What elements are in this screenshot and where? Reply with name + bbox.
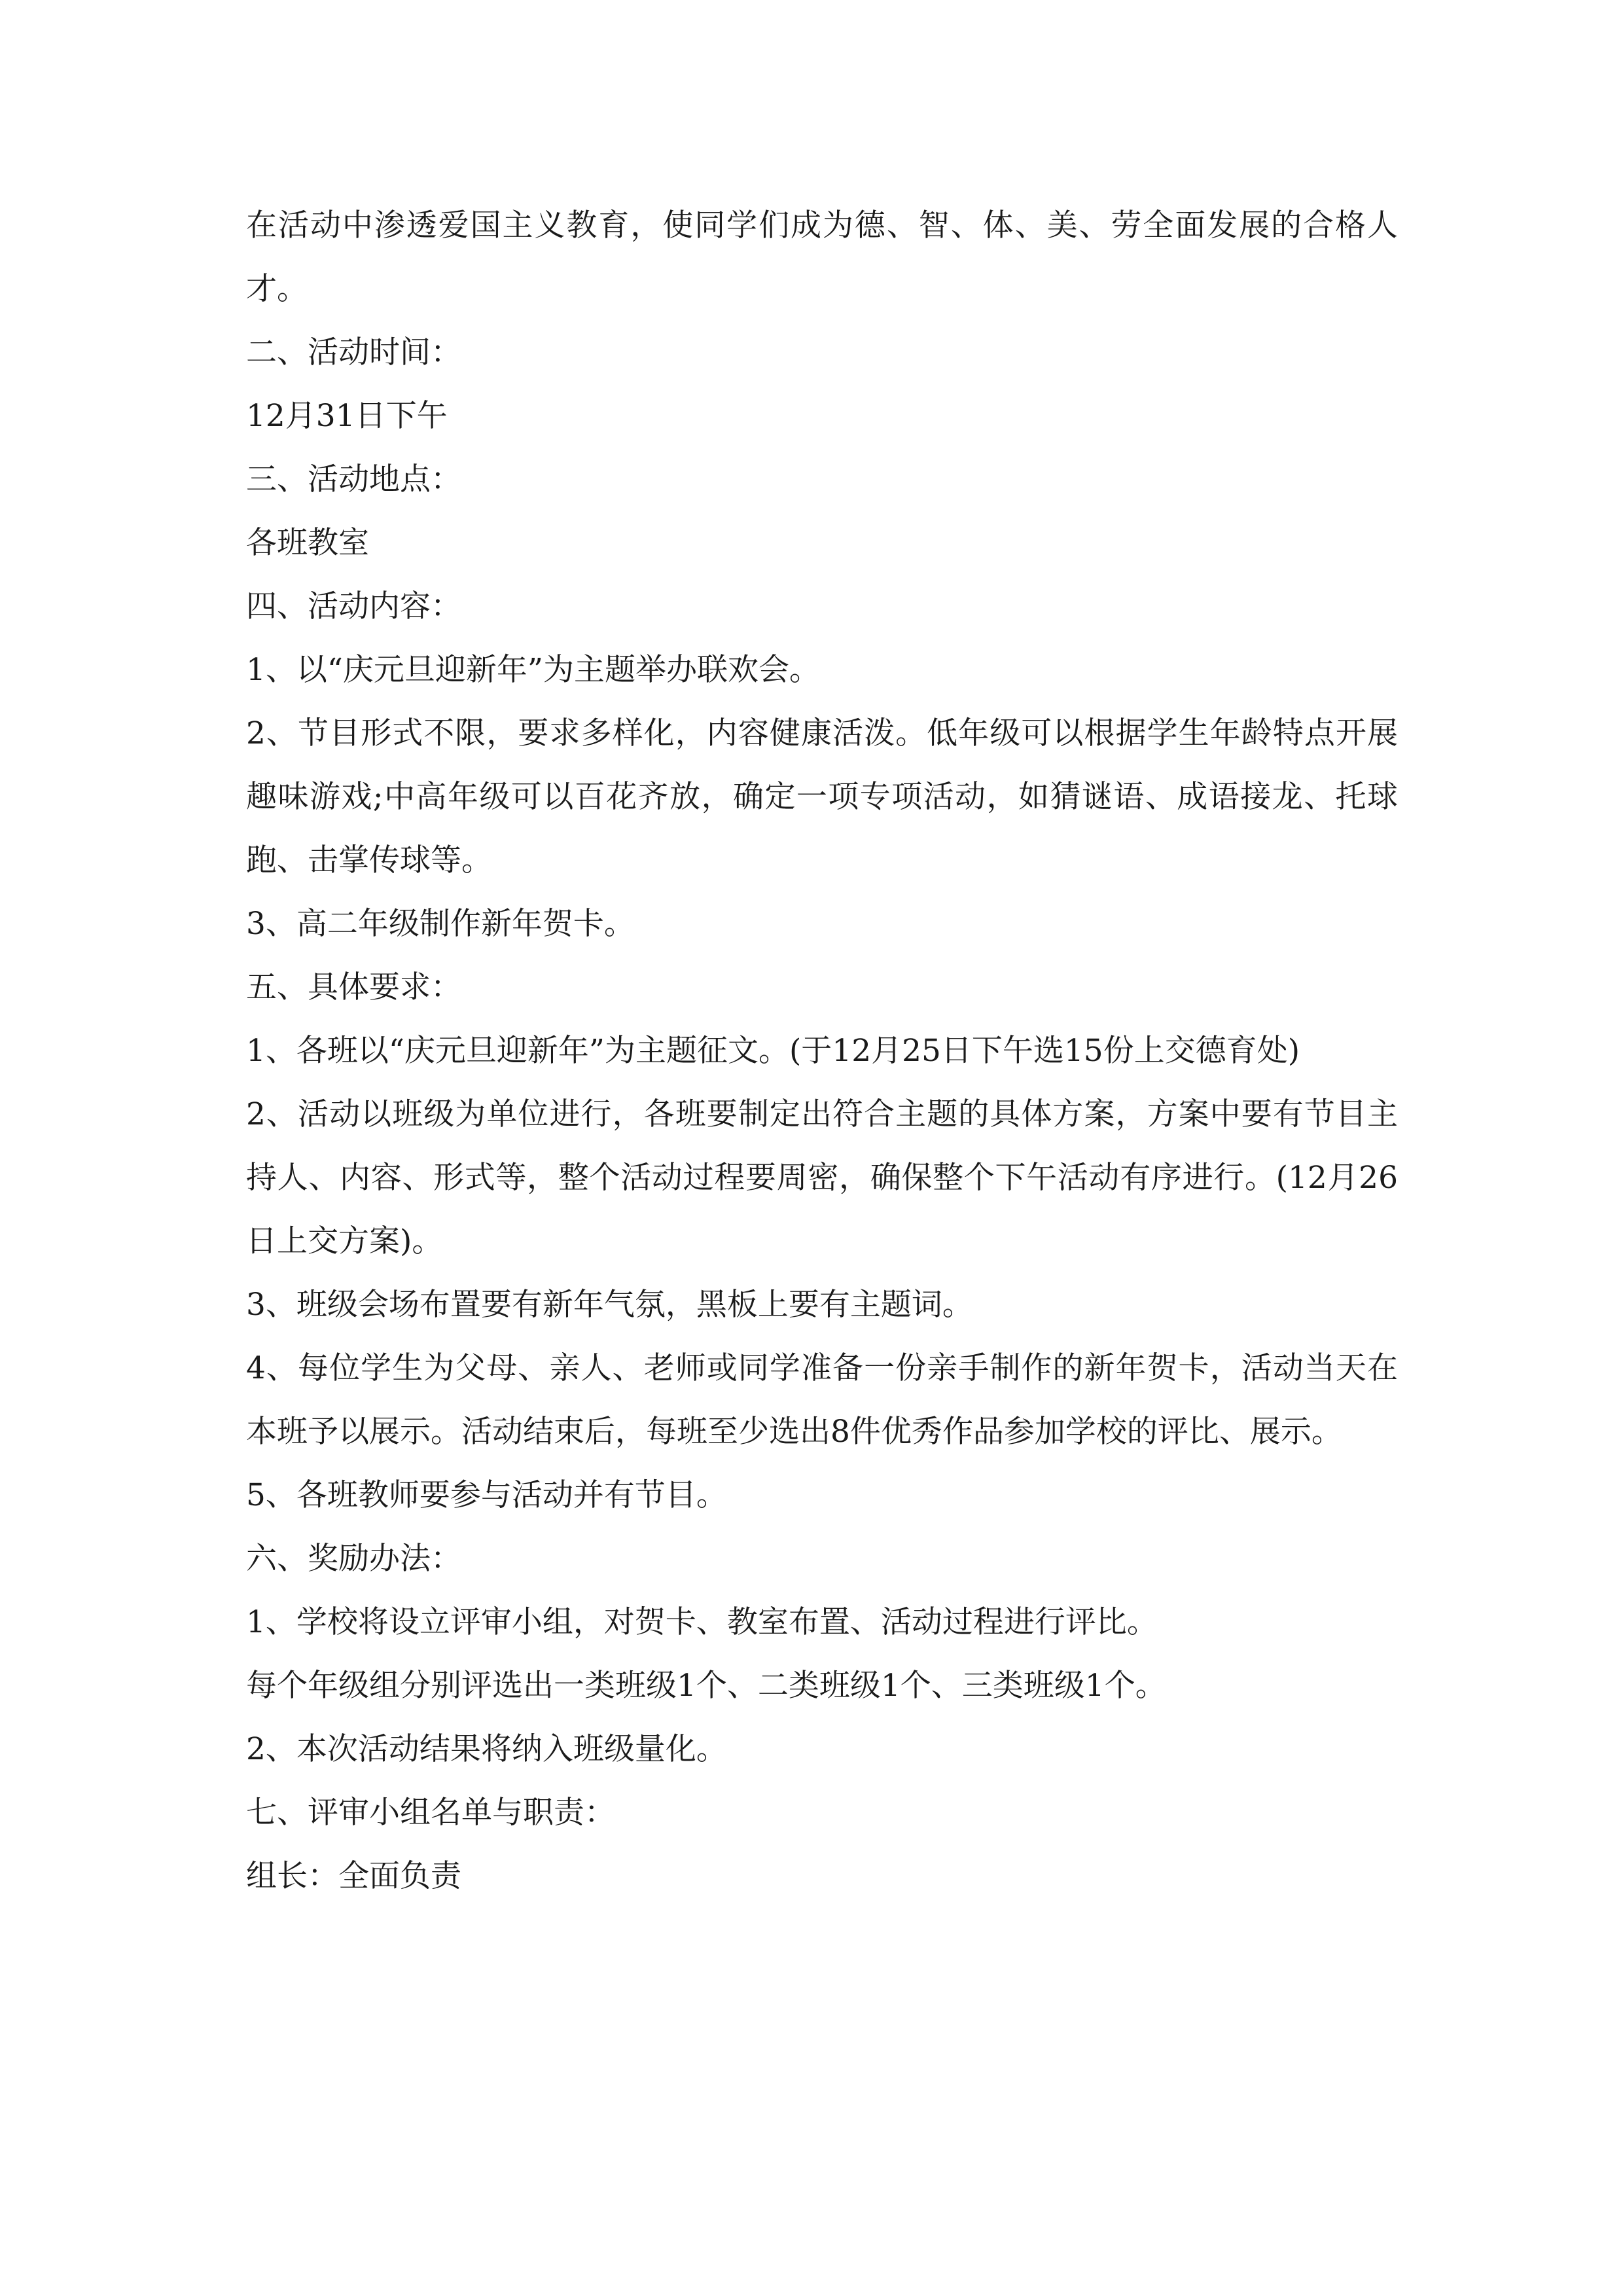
heading-rewards: 六、奖励办法： [246, 1541, 461, 1577]
heading-activity-content: 四、活动内容： [246, 588, 461, 624]
requirement-item-5: 5、各班教师要参与活动并有节目。 [246, 1477, 727, 1513]
paragraph-activity-time: 12月31日下午 [246, 398, 448, 434]
content-item-2: 2、节目形式不限，要求多样化，内容健康活泼。低年级可以根据学生年龄特点开展趣味游戏;中高年级可以百花齐放，确定一项专项活动，如猜谜语、成语接龙、托球跑、击掌传球等。 [246, 715, 1398, 878]
reward-item-1-detail: 每个年级组分别评选出一类班级1个、二类班级1个、三类班级1个。 [246, 1668, 1166, 1704]
document-body [246, 194, 1398, 1908]
requirement-item-3: 3、班级会场布置要有新年气氛，黑板上要有主题词。 [246, 1287, 973, 1323]
paragraph-intro-continuation: 在活动中渗透爱国主义教育，使同学们成为德、智、体、美、劳全面发展的合格人才。 [246, 207, 1398, 307]
requirement-item-4: 4、每位学生为父母、亲人、老师或同学准备一份亲手制作的新年贺卡，活动当天在本班予以展示。活动结束后，每班至少选出8件优秀作品参加学校的评比、展示。 [246, 1350, 1398, 1450]
heading-requirements: 五、具体要求： [246, 969, 461, 1005]
heading-activity-location: 三、活动地点： [246, 461, 461, 497]
review-panel-leader: 组长：全面负责 [246, 1858, 461, 1894]
requirement-item-2: 2、活动以班级为单位进行，各班要制定出符合主题的具体方案，方案中要有节目主持人、内容、形式等，整个活动过程要周密，确保整个下午活动有序进行。(12月26日上交方案)。 [246, 1096, 1398, 1259]
heading-activity-time: 二、活动时间： [246, 334, 461, 370]
paragraph-activity-location: 各班教室 [246, 525, 369, 561]
content-item-3: 3、高二年级制作新年贺卡。 [246, 906, 635, 942]
reward-item-2: 2、本次活动结果将纳入班级量化。 [246, 1731, 727, 1767]
content-item-1: 1、以“庆元旦迎新年”为主题举办联欢会。 [246, 652, 820, 688]
heading-review-panel: 七、评审小组名单与职责： [246, 1795, 615, 1831]
reward-item-1: 1、学校将设立评审小组，对贺卡、教室布置、活动过程进行评比。 [246, 1604, 1158, 1640]
requirement-item-1: 1、各班以“庆元旦迎新年”为主题征文。(于12月25日下午选15份上交德育处) [246, 1033, 1300, 1069]
